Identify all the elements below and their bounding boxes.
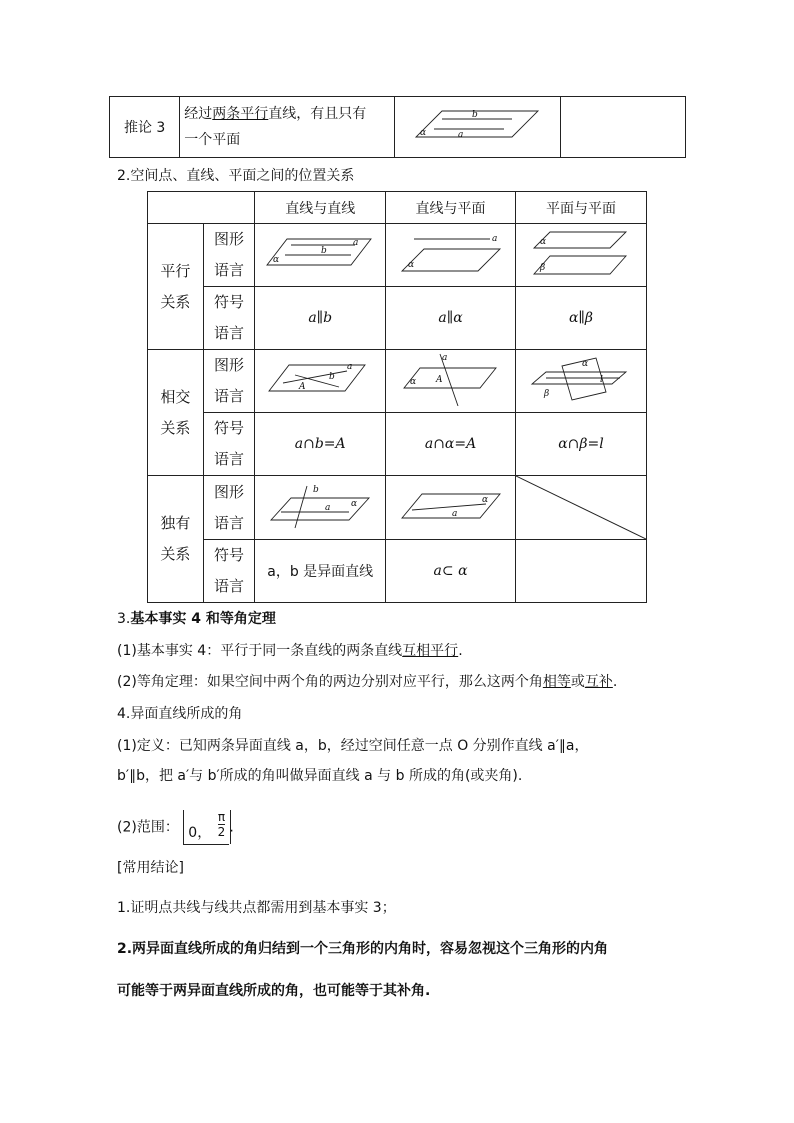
label-A: A <box>435 375 443 385</box>
sym-label-2: 语言 <box>213 324 244 342</box>
conclusion-2-line1: 2.两异面直线所成的角归结到一个三角形的内角时，容易忽视这个三角形的内角 <box>117 941 609 957</box>
conclusion-1 <box>117 897 396 917</box>
col-header-plane-plane: 平面与平面 <box>515 192 646 224</box>
intersect-sym-label <box>203 413 255 476</box>
intersect-fig-label <box>203 350 255 413</box>
label-alpha: α <box>351 498 358 509</box>
intersect-line-line-figure <box>255 350 386 413</box>
item1-end: . <box>458 643 463 659</box>
unique-line-plane-figure <box>386 476 516 540</box>
intersect-plane-plane-figure <box>515 350 646 413</box>
corollary-table <box>109 96 686 158</box>
label-alpha: α <box>581 359 589 369</box>
label-a: a <box>491 234 497 244</box>
label-a: a <box>451 508 457 519</box>
label-b: b <box>329 372 335 382</box>
label-b: b <box>321 246 327 256</box>
label-b: b <box>313 484 319 495</box>
parallel-symbol-plane-plane: α∥β <box>515 287 646 350</box>
item2-end: . <box>612 674 618 690</box>
range-left: 0， <box>188 824 212 841</box>
intersect-group-label <box>148 350 204 476</box>
corollary-text-pre: 经过 <box>184 106 213 122</box>
corollary-text-underlined: 两条平行 <box>212 106 269 122</box>
sym-label-1: 符号 <box>213 546 244 564</box>
parallel-plane-plane-svg <box>526 228 636 278</box>
fig-label-1: 图形 <box>213 482 244 501</box>
section3-item2 <box>117 671 617 691</box>
label-a: a <box>441 353 447 363</box>
range-end: . <box>229 819 234 836</box>
unique-label-2: 关系 <box>160 545 191 563</box>
corollary-label-text: 推论 3 <box>123 120 166 136</box>
intersect-line-plane-svg <box>396 352 506 406</box>
parallel-figure-row <box>148 224 647 287</box>
parallel-plane-plane-figure <box>515 224 646 287</box>
sym-label-2: 语言 <box>213 577 244 595</box>
section4-def-line1: (1)定义：已知两条异面直线 a，b，经过空间任意一点 O 分别作直线 a′∥a， <box>117 738 589 754</box>
sym-label-2: 语言 <box>213 450 244 468</box>
parallel-symbol-row <box>148 287 647 350</box>
fig-label-1: 图形 <box>213 230 244 248</box>
unique-group-label <box>148 476 204 603</box>
parallel-symbol-line-line: a∥b <box>255 287 386 350</box>
label-b: b <box>472 110 479 120</box>
parallel-sym-label <box>203 287 255 350</box>
parallel-symbol-line-plane: a∥α <box>386 287 516 350</box>
relations-table <box>147 191 647 603</box>
corollary-text-line2: 一个平面 <box>184 132 241 148</box>
unique-fig-label <box>203 476 255 540</box>
label-beta: β <box>539 263 546 273</box>
intersect-symbol-line-line: a∩b=A <box>255 413 386 476</box>
header-empty <box>148 192 255 224</box>
unique-line-plane-svg <box>396 486 506 526</box>
parallel-label-1: 平行 <box>160 261 191 280</box>
conclusions-heading: [常用结论] <box>117 860 184 876</box>
intersect-symbol-plane-plane: α∩β=l <box>515 413 646 476</box>
item1-underlined: 互相平行 <box>402 643 459 659</box>
label-alpha: α <box>539 237 547 247</box>
range-pi: π <box>217 810 226 824</box>
unique-symbol-line-line: a，b 是异面直线 <box>255 540 386 603</box>
range-right-bracket <box>229 810 234 844</box>
intersect-symbol-line-plane: a∩α=A <box>386 413 516 476</box>
label-alpha: α <box>481 494 488 505</box>
unique-line-line-svg <box>265 482 375 530</box>
sym-label-1: 符号 <box>213 293 244 311</box>
fig-label-1: 图形 <box>213 356 244 374</box>
parallel-line-line-svg <box>265 233 375 273</box>
corollary-label <box>110 97 180 158</box>
label-l: l <box>599 375 603 385</box>
item2-mid: 或 <box>570 674 585 690</box>
range-fraction <box>218 810 226 839</box>
label-alpha: α <box>407 260 414 270</box>
corollary-text-mid: 直线，有且只有 <box>268 106 367 122</box>
intersect-line-line-svg <box>265 357 375 401</box>
section4-def-line2: b′∥b，把 a′与 b′所成的角叫做异面直线 a 与 b 所成的角(或夹角). <box>117 768 523 784</box>
unique-plane-plane-empty <box>515 476 646 540</box>
parallel-line-line-figure <box>255 224 386 287</box>
corollary-figure-cell <box>395 97 561 158</box>
range-denominator: 2 <box>217 825 226 839</box>
unique-figure-row <box>148 476 647 540</box>
intersect-symbol-row <box>148 413 647 476</box>
section2-heading: 2.空间点、直线、平面之间的位置关系 <box>117 168 355 184</box>
section4-heading: 4.异面直线所成的角 <box>117 706 243 722</box>
item2-underlined-1: 相等 <box>542 674 571 690</box>
label-a: a <box>325 502 331 513</box>
corollary-empty-cell <box>560 97 685 158</box>
item2-text: (2)等角定理：如果空间中两个角的两边分别对应平行，那么这两个角 <box>117 674 543 690</box>
label-A: A <box>299 382 306 392</box>
label-beta: β <box>543 389 550 399</box>
section3-number: 3. <box>117 611 131 627</box>
intersect-label-1: 相交 <box>160 387 191 406</box>
unique-line-line-figure <box>255 476 386 540</box>
fig-label-2: 语言 <box>213 261 244 279</box>
label-a: a <box>458 130 464 140</box>
parallel-label-2: 关系 <box>160 292 191 311</box>
section4-range <box>117 810 234 845</box>
intersect-figure-row <box>148 350 647 413</box>
range-label: (2)范围： <box>117 819 179 836</box>
unique-symbol-row <box>148 540 647 603</box>
header-row <box>148 192 647 224</box>
conclusion-2-line2: 可能等于两异面直线所成的角，也可能等于其补角. <box>117 983 431 999</box>
parallel-line-plane-svg <box>396 231 506 275</box>
item2-underlined-2: 互补 <box>584 674 613 690</box>
label-alpha: α <box>409 377 416 387</box>
section3-title: 基本事实 4 和等角定理 <box>130 611 276 627</box>
label-a: a <box>353 238 359 248</box>
fig-label-2: 语言 <box>213 387 244 405</box>
col-header-line-plane: 直线与平面 <box>386 192 516 224</box>
label-alpha: α <box>273 255 280 265</box>
parallel-group-label <box>148 224 204 350</box>
unique-symbol-plane-plane <box>515 540 646 603</box>
label-a: a <box>347 362 353 372</box>
corollary-figure <box>412 105 542 145</box>
range-interval <box>183 810 229 845</box>
unique-symbol-line-plane: a⊂ α <box>386 540 516 603</box>
sym-label-1: 符号 <box>213 419 244 437</box>
unique-label-1: 独有 <box>160 514 191 532</box>
diagonal-slash <box>516 476 646 539</box>
intersect-line-plane-figure <box>386 350 516 413</box>
intersect-plane-plane-svg <box>526 352 636 406</box>
section3-heading <box>117 608 276 628</box>
conclusion-1-text: 1.证明点共线与线共点都需用到基本事实 3； <box>117 900 396 916</box>
parallel-line-plane-figure <box>386 224 516 287</box>
intersect-label-2: 关系 <box>160 418 191 437</box>
parallel-fig-label <box>203 224 255 287</box>
unique-sym-label <box>203 540 255 603</box>
label-alpha: α <box>420 128 427 138</box>
section3-item1 <box>117 640 463 660</box>
col-header-line-line: 直线与直线 <box>255 192 386 224</box>
corollary-text <box>180 97 395 158</box>
item1-text: (1)基本事实 4：平行于同一条直线的两条直线 <box>117 643 403 659</box>
fig-label-2: 语言 <box>213 513 244 532</box>
